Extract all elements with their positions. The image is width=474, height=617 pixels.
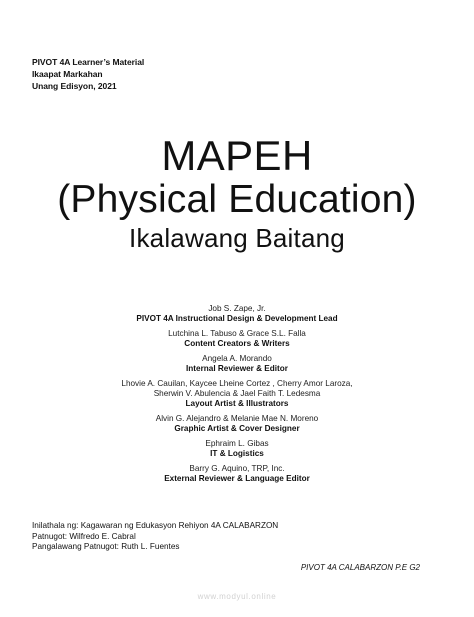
material-info-line: PIVOT 4A Learner’s Material — [32, 57, 145, 67]
credit-role: PIVOT 4A Instructional Design & Development Lead — [136, 314, 338, 323]
credit-name: Angela A. Morando — [202, 354, 272, 363]
material-info-line: Unang Edisyon, 2021 — [32, 81, 117, 91]
credit-name: Barry G. Aquino, TRP, Inc. — [189, 464, 285, 473]
publisher-line: Pangalawang Patnugot: Ruth L. Fuentes — [32, 542, 180, 551]
credit-role: Graphic Artist & Cover Designer — [174, 424, 300, 433]
credit-group — [0, 354, 474, 374]
credit-group — [0, 464, 474, 484]
watermark-text: www.modyul.online — [197, 592, 277, 601]
publisher-line: Patnugot: Wilfredo E. Cabral — [32, 531, 136, 541]
credit-group — [0, 329, 474, 349]
credit-name: Lhovie A. Cauilan, Kaycee Lheine Cortez , Cherry Amor Laroza, — [121, 379, 353, 388]
credits-list — [0, 304, 474, 489]
material-info — [32, 56, 144, 92]
grade-level: Ikalawang Baitang — [129, 223, 345, 253]
publisher-line: Inilathala ng: Kagawaran ng Edukasyon Rehiyon 4A CALABARZON — [32, 521, 279, 530]
credit-role: IT & Logistics — [210, 449, 264, 458]
subject-subtitle: (Physical Education) — [57, 178, 417, 221]
credit-role: Layout Artist & Illustrators — [185, 399, 289, 408]
credit-role: Internal Reviewer & Editor — [186, 364, 288, 373]
credit-group — [0, 414, 474, 434]
credit-name: Ephraim L. Gibas — [205, 439, 269, 448]
subject-title: MAPEH — [161, 132, 313, 179]
credit-name: Job S. Zape, Jr. — [208, 304, 266, 313]
title-block — [0, 133, 474, 253]
credit-role: Content Creators & Writers — [184, 339, 290, 348]
credit-name: Lutchina L. Tabuso & Grace S.L. Falla — [168, 329, 306, 338]
document-code: PIVOT 4A CALABARZON P.E G2 — [300, 563, 420, 572]
credit-name: Sherwin V. Abulencia & Jael Faith T. Ledesma — [153, 389, 321, 398]
credit-name: Alvin G. Alejandro & Melanie Mae N. Moreno — [155, 414, 319, 423]
credit-group — [0, 439, 474, 459]
credit-role: External Reviewer & Language Editor — [164, 474, 310, 483]
publisher-info — [32, 521, 278, 553]
credit-group — [0, 379, 474, 409]
credit-group — [0, 304, 474, 324]
material-info-line: Ikaapat Markahan — [32, 69, 103, 79]
